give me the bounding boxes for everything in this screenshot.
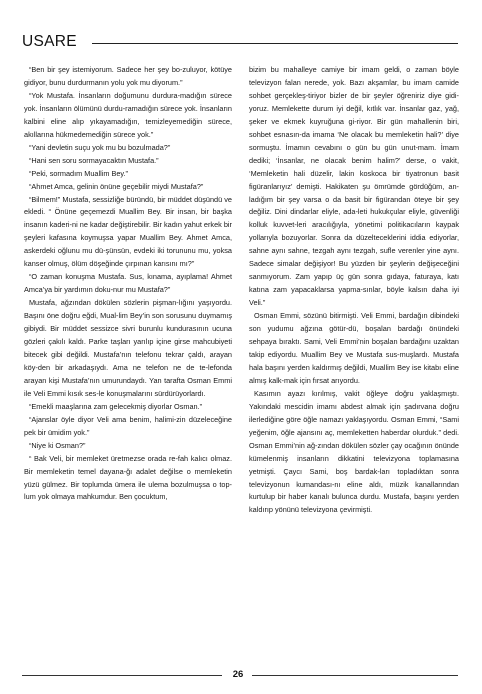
paragraph: “Ahmet Amca, gelinin önüne geçebilir miydi Mustafa?”	[28, 181, 204, 191]
header-rule	[92, 43, 458, 44]
footer-rule	[252, 675, 458, 676]
paragraph: Osman Emmi, sözünü bitirmişti. Veli Emmi, bardağın dibindeki son yudumu ağzına götür-dü, boşalan bardağı önündeki sehpaya bıraktı. Sami, Veli Emmi’nin boşalan bardağını uzaktan takip ediyordu. Muallim Bey ve Mustafa sus-muşlardı. Mustafa hala başını yerden kaldırmış değildi, Muallim Bey ise kitabı eline almış kalk-mak için fırsat arıyordu.	[249, 311, 459, 385]
magazine-name: USARE	[22, 33, 77, 50]
paragraph: “Peki, sormadım Muallim Bey.”	[28, 168, 128, 178]
paragraph: “Niye ki Osman?”	[28, 440, 86, 450]
paragraph: “Bilmem!” Mustafa, sessizliğe büründü, bir müddet düşündü ve ekledi. “ Önüne geçemezdi Muallim Bey. Bir insan, bir başka insanın kaderi-ni ne kadar değiştirebilir. Bir kadın yahut erkek bir şeyleri kafasına koymuşsa yapar Muallim Bey. Ahmet Amca, askerdeki oğlunu mu dü-şünsün, evdeki iki torununu mu, yoksa kanser olmuş, ölüm döşeğinde çırpınan karısını mı?”	[24, 194, 232, 269]
paragraph: “ Bak Veli, bir memleket üretmezse orada re-fah kalıcı olmaz. Bir memleketin temel dayana-ğı adalet değilse o memleketin yüzü gülmez. Bir toplumda ümera ile ulema bozulmuşsa o top-lum yok olmaya mahkumdur. Ben çocuktum,	[24, 453, 232, 502]
right-column	[249, 64, 459, 517]
paragraph: “Ben bir şey istemiyorum. Sadece her şey bo-zuluyor, kötüye gidiyor, bunu durdurmanın yolu yok mu diyorum.”	[24, 65, 232, 87]
page-header	[0, 0, 482, 56]
paragraph-continuation: bizim bu mahalleye camiye bir imam geldi, o zaman böyle televizyon falan nerede, yok. Bazı akşamlar, bu imam camide sohbet gerçekleş-tiriyor bizler de bir şeyler öğreniriz diye gidi-yoruz. Memlekette durum iyi değil, kıtlık var. İnsanlar gaz, yağ, şeker ve ekmek kuyruğuna gi-riyor. Bir gün mahallenin biri, sohbet esnasın-da imama ‘Ne olacak bu memleketin hali?’ diye sormuştu. İmamın cevabını o gün bu gün unut-mam. İmam dediki; ‘İnsanlar, ne olacak benim halim?’ derse, o vakit, ‘Memleketin hali düzelir, lakin koskoca bir tiyatronun basit figüranlarıyız’ demişti. Hakikaten şu ömrümde gördüğüm, an-ladığım bir şey varsa o da basit bir figürandan öteye bir şey değiliz. Dini dindarlar eliyle, ada-leti hukukçular eliyle, güvenliği kolluk kuvvet-leri aracılığıyla, yönetimi politikacıların kaypak yollarıyla bozuyorlar. Sonra da düzelteceklerini iddia ediyorlar, sahne aynı sahne, tezgah aynı tezgah, sufle verenler yine aynı. Sadece simalar değişiyor! Bu yüzden bir şeylerin değişeceğini sanmıyorum. Zam yapıp üç gün sonra gıdaya, faturaya, katı katına zam yapacaklarsa yapma-sınlar, böyle kalsın daha iyi Veli.”	[249, 65, 459, 308]
page-number: 26	[232, 669, 244, 680]
paragraph: “Yok Mustafa. İnsanların doğumunu durdura-madığın sürece yok. İnsanların ölümünü durdu-ramadığın sürece yok. İnsanların kalbini eline alıp yıkayamadığın, temizleyemediğin sürece, akıllarına hükmedemediğin sürece yok.”	[24, 90, 232, 139]
paragraph: “Yani devletin suçu yok mu bu bozulmada?”	[28, 142, 171, 152]
paragraph: Kasımın ayazı kırılmış, vakit öğleye doğru yaklaşmıştı. Yakındaki mescidin imamı abdest almak için şadırvana doğru ilerlediğine göre öğle namazı yaklaşıyordu. Osman Emmi, “Sami yeğenim, öğle ajansını aç, memleketten haberdar olurduk.” dedi. Osman Emmi’nin ağ-zından dökülen sözler çay ocağının önünde kümelenmiş insanların dikkatini televizyona toplamasına yetmişti. Çaycı Sami, boş bardak-ları topladıktan sonra televizyonun kumandası-nı eline aldı, müzik kanallarından kurtulup bir haber kanalı bulunca durdu. Mustafa, başını yerden kaldırıp yönünü televizyona çevirmişti.	[249, 388, 459, 515]
paragraph: “O zaman konuşma Mustafa. Sus, kınama, ayıplama! Ahmet Amca’ya bir yardımın doku-nur mu Mustafa?”	[24, 272, 232, 295]
paragraph: “Emekli maaşlarına zam gelecekmiş diyorlar Osman.”	[28, 401, 203, 411]
footer-rule	[22, 675, 222, 676]
paragraph: Mustafa, ağzından dökülen sözlerin pişman-lığını yaşıyordu. Başını öne doğru eğdi, Mual-lim Bey’in son sorusunu duymamış gibiydi. Bir müddet sessizce sivri burunlu kundurasının ucuna gözleri çakılı kaldı. Parke taşları yarılıp içine girse mahcubiyeti bitecek gibi değildi. Mustafa’nın telefonu tekrar çaldı, arayan köy-den bir arkadaşıydı. Ama ne telefon ne de te-lefonda arayan kişi Mustafa’nın umurundaydı. Yan tarafta Osman Emmi ile Veli Emmi kısık ses-le konuşmalarını sürdürüyorlardı.	[24, 298, 232, 398]
paragraph: “Ajanslar öyle diyor Veli ama benim, halimi-zin düzeleceğine pek bir ümidim yok.”	[24, 414, 232, 437]
left-column	[24, 64, 232, 504]
paragraph: “Hani sen soru sormayacaktın Mustafa.”	[28, 155, 159, 165]
